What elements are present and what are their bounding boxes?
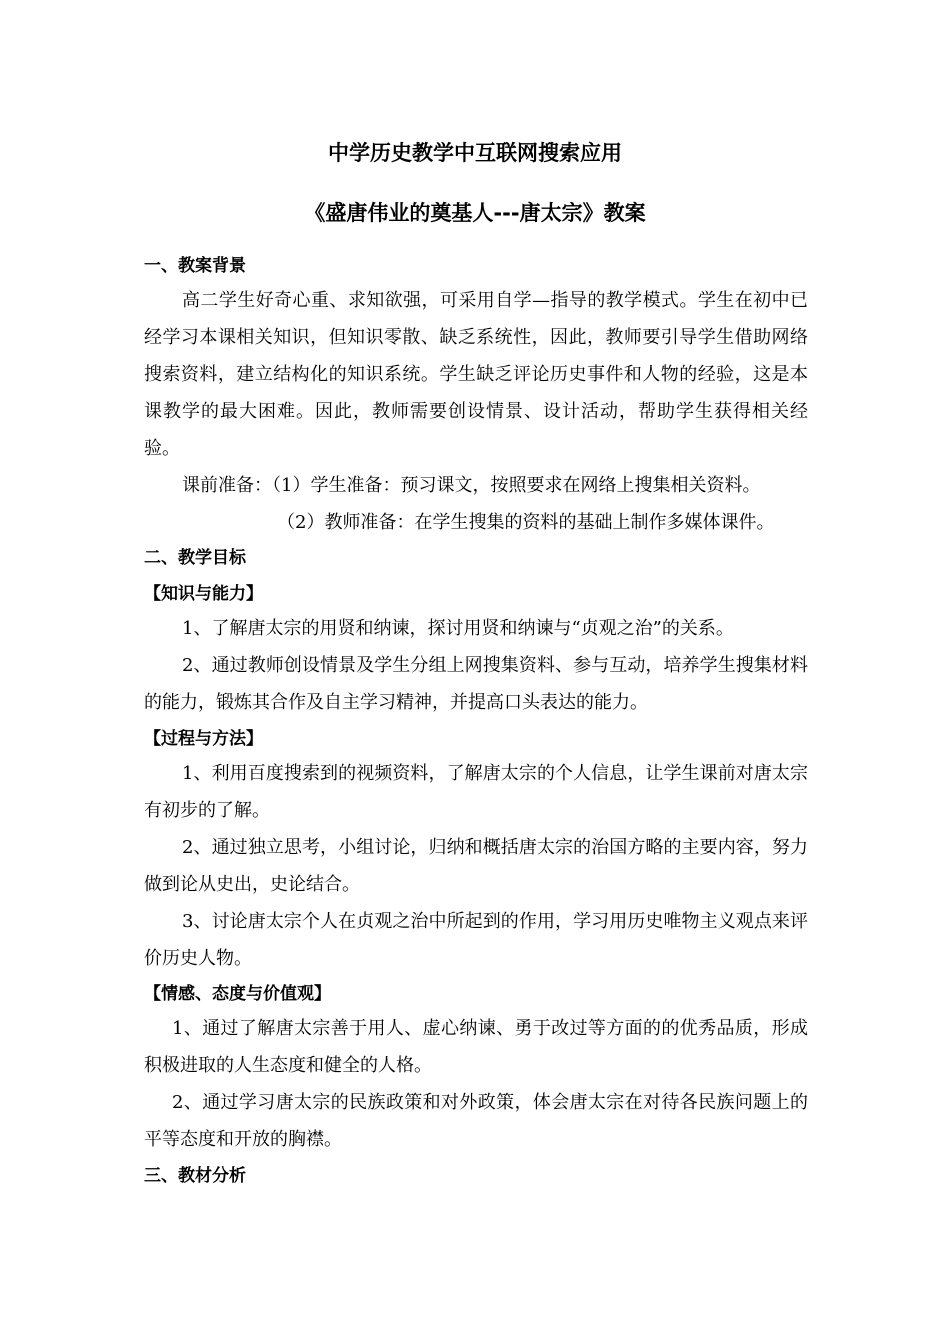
section-heading-analysis: 三、教材分析 (144, 1166, 246, 1186)
subheading-process: 【过程与方法】 (144, 729, 263, 749)
process-item-1: 1、利用百度搜索到的视频资料，了解唐太宗的个人信息，让学生课前对唐太宗有初步的了解。 (144, 763, 808, 821)
subheading-knowledge: 【知识与能力】 (144, 584, 263, 604)
prep-student-line: 课前准备：（1）学生准备：预习课文，按照要求在网络上搜集相关资料。 (182, 475, 761, 496)
knowledge-item-1: 1、了解唐太宗的用贤和纳谏，探讨用贤和纳谏与“贞观之治”的关系。 (182, 618, 734, 639)
process-item-2: 2、通过独立思考，小组讨论，归纳和概括唐太宗的治国方略的主要内容，努力做到论从史出，史论结合。 (144, 837, 808, 895)
process-item-3: 3、讨论唐太宗个人在贞观之治中所起到的作用，学习用历史唯物主义观点来评价历史人物。 (144, 911, 808, 969)
section-heading-background: 一、教案背景 (144, 256, 246, 276)
document-title: 中学历史教学中互联网搜索应用 (328, 141, 622, 165)
subheading-values: 【情感、态度与价值观】 (144, 984, 331, 1004)
prep-teacher-line: （2）教师准备：在学生搜集的资料的基础上制作多媒体课件。 (277, 512, 775, 533)
background-paragraph: 高二学生好奇心重、求知欲强，可采用自学—指导的教学模式。学生在初中已经学习本课相关知识，但知识零散、缺乏系统性，因此，教师要引导学生借助网络搜索资料，建立结构化的知识系统。学生缺乏评论历史事件和人物的经验，这是本课教学的最大困难。因此，教师需要创设情景、设计活动，帮助学生获得相关经验。 (144, 290, 808, 459)
section-heading-objectives: 二、教学目标 (144, 548, 246, 568)
values-item-1: 1、通过了解唐太宗善于用人、虚心纳谏、勇于改过等方面的的优秀品质，形成积极进取的人生态度和健全的人格。 (144, 1018, 808, 1076)
values-item-2: 2、通过学习唐太宗的民族政策和对外政策，体会唐太宗在对待各民族问题上的平等态度和开放的胸襟。 (144, 1092, 808, 1150)
knowledge-item-2: 2、通过教师创设情景及学生分组上网搜集资料、参与互动，培养学生搜集材料的能力，锻炼其合作及自主学习精神，并提高口头表达的能力。 (144, 655, 808, 713)
document-subtitle: 《盛唐伟业的奠基人---唐太宗》教案 (304, 201, 646, 225)
